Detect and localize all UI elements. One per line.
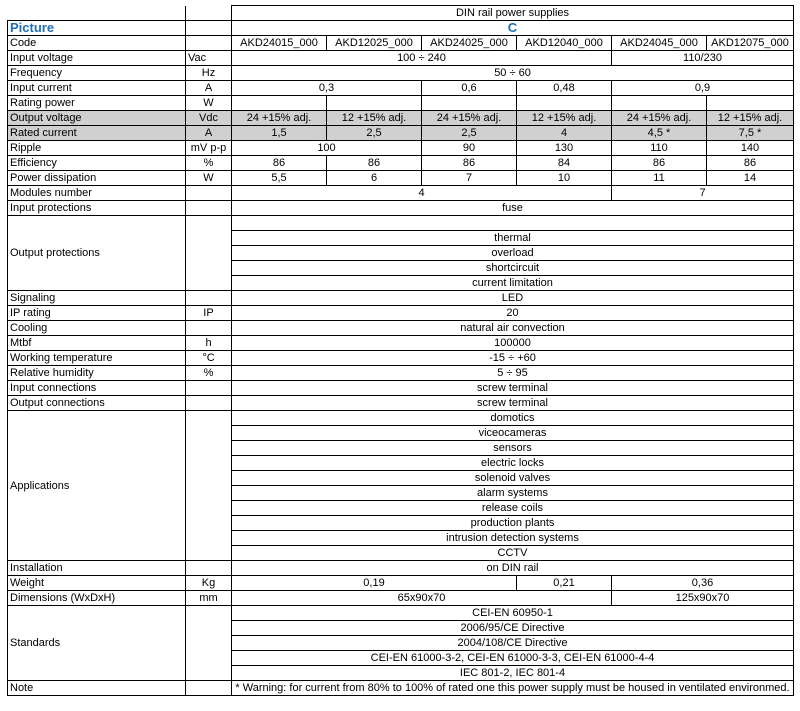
spec-table: [7, 5, 794, 696]
value-cell: 86: [707, 156, 794, 171]
value-cell: viceocameras: [232, 426, 794, 441]
value-cell: alarm systems: [232, 486, 794, 501]
value-cell: electric locks: [232, 456, 794, 471]
value-cell: overload: [232, 246, 794, 261]
value-cell: thermal: [232, 231, 794, 246]
value-cell: fuse: [232, 201, 794, 216]
row-label: Modules number: [8, 186, 186, 201]
input-voltage-row: [8, 51, 794, 66]
value-cell: domotics: [232, 411, 794, 426]
row-label: Applications: [8, 411, 186, 561]
unit-cell: mV p-p: [186, 141, 232, 156]
value-cell: production plants: [232, 516, 794, 531]
code-cell: AKD24045_000: [612, 36, 707, 51]
value-cell: 0,48: [517, 81, 612, 96]
row-label: Note: [8, 681, 186, 696]
row-label: Power dissipation: [8, 171, 186, 186]
value-cell: 0,21: [517, 576, 612, 591]
row-label: Output voltage: [8, 111, 186, 126]
mtbf-row: [8, 336, 794, 351]
value-cell: 24 +15% adj.: [232, 111, 327, 126]
relative-humidity-row: [8, 366, 794, 381]
value-cell: 2,5: [327, 126, 422, 141]
unit-cell: Kg: [186, 576, 232, 591]
signaling-row: [8, 291, 794, 306]
value-cell: 7,5 *: [707, 126, 794, 141]
value-cell: 130: [517, 141, 612, 156]
unit-cell: W: [186, 171, 232, 186]
value-cell: 24 +15% adj.: [612, 111, 707, 126]
applications-row: [8, 411, 794, 426]
code-cell: AKD24025_000: [422, 36, 517, 51]
value-cell: 110: [612, 141, 707, 156]
value-cell: 0,19: [232, 576, 517, 591]
value-cell: 6: [327, 171, 422, 186]
unit-cell: °C: [186, 351, 232, 366]
picture-label: Picture: [8, 21, 186, 36]
unit-cell: mm: [186, 591, 232, 606]
value-cell: current limitation: [232, 276, 794, 291]
value-cell: 65x90x70: [232, 591, 612, 606]
dimensions-row: [8, 591, 794, 606]
row-label: Installation: [8, 561, 186, 576]
value-cell: shortcircuit: [232, 261, 794, 276]
rating-power-row: [8, 96, 794, 111]
value-cell: 5 ÷ 95: [232, 366, 794, 381]
value-cell: 1,5: [232, 126, 327, 141]
value-cell: solenoid valves: [232, 471, 794, 486]
row-label: Mtbf: [8, 336, 186, 351]
row-label: Dimensions (WxDxH): [8, 591, 186, 606]
value-cell: 12 +15% adj.: [517, 111, 612, 126]
row-label: Output connections: [8, 396, 186, 411]
picture-row: [8, 21, 794, 36]
modules-row: [8, 186, 794, 201]
row-label: Code: [8, 36, 186, 51]
value-cell: 24 +15% adj.: [422, 111, 517, 126]
row-label: Rated current: [8, 126, 186, 141]
row-label: Working temperature: [8, 351, 186, 366]
value-cell: 100000: [232, 336, 794, 351]
row-label: Efficiency: [8, 156, 186, 171]
installation-row: [8, 561, 794, 576]
value-cell: 50 ÷ 60: [232, 66, 794, 81]
row-label: Output protections: [8, 216, 186, 291]
value-cell: 2006/95/CE Directive: [232, 621, 794, 636]
value-cell: 12 +15% adj.: [327, 111, 422, 126]
note-text: * Warning: for current from 80% to 100% of rated one this power supply must be housed in ventilated environmed.: [232, 681, 794, 696]
value-cell: on DIN rail: [232, 561, 794, 576]
value-cell: 86: [232, 156, 327, 171]
code-row: [8, 36, 794, 51]
value-cell: CCTV: [232, 546, 794, 561]
standards-row: [8, 606, 794, 621]
note-row: [8, 681, 794, 696]
family-title: DIN rail power supplies: [232, 6, 794, 21]
weight-row: [8, 576, 794, 591]
rated-current-row: [8, 126, 794, 141]
cooling-row: [8, 321, 794, 336]
working-temperature-row: [8, 351, 794, 366]
row-label: Input protections: [8, 201, 186, 216]
value-cell: 11: [612, 171, 707, 186]
value-cell: 100 ÷ 240: [232, 51, 612, 66]
output-voltage-row: [8, 111, 794, 126]
input-protections-row: [8, 201, 794, 216]
value-cell: IEC 801-2, IEC 801-4: [232, 666, 794, 681]
code-cell: AKD12025_000: [327, 36, 422, 51]
value-cell: 0,3: [232, 81, 422, 96]
unit-cell: W: [186, 96, 232, 111]
value-cell: 20: [232, 306, 794, 321]
value-cell: CEI-EN 61000-3-2, CEI-EN 61000-3-3, CEI-EN 61000-4-4: [232, 651, 794, 666]
row-label: Weight: [8, 576, 186, 591]
value-cell: screw terminal: [232, 396, 794, 411]
unit-cell: %: [186, 366, 232, 381]
ip-rating-row: [8, 306, 794, 321]
unit-cell: Vac: [186, 51, 232, 66]
efficiency-row: [8, 156, 794, 171]
value-cell: 12 +15% adj.: [707, 111, 794, 126]
value-cell: 84: [517, 156, 612, 171]
output-protections-row: [8, 216, 794, 231]
code-cell: AKD24015_000: [232, 36, 327, 51]
value-cell: 14: [707, 171, 794, 186]
value-cell: 110/230: [612, 51, 794, 66]
value-cell: 90: [422, 141, 517, 156]
row-label: Input current: [8, 81, 186, 96]
row-label: Rating power: [8, 96, 186, 111]
value-cell: 7: [422, 171, 517, 186]
row-label: Input connections: [8, 381, 186, 396]
row-label: IP rating: [8, 306, 186, 321]
value-cell: 2,5: [422, 126, 517, 141]
row-label: Frequency: [8, 66, 186, 81]
value-cell: 0,9: [612, 81, 794, 96]
value-cell: 7: [612, 186, 794, 201]
unit-cell: h: [186, 336, 232, 351]
frequency-row: [8, 66, 794, 81]
value-cell: -15 ÷ +60: [232, 351, 794, 366]
value-cell: natural air convection: [232, 321, 794, 336]
value-cell: sensors: [232, 441, 794, 456]
input-connections-row: [8, 381, 794, 396]
value-cell: intrusion detection systems: [232, 531, 794, 546]
value-cell: 100: [232, 141, 422, 156]
model-letter: C: [232, 21, 794, 36]
value-cell: LED: [232, 291, 794, 306]
value-cell: 86: [612, 156, 707, 171]
row-label: Signaling: [8, 291, 186, 306]
value-cell: 86: [422, 156, 517, 171]
row-label: Ripple: [8, 141, 186, 156]
unit-cell: IP: [186, 306, 232, 321]
code-cell: AKD12075_000: [707, 36, 794, 51]
value-cell: 4: [517, 126, 612, 141]
value-cell: 125x90x70: [612, 591, 794, 606]
output-connections-row: [8, 396, 794, 411]
value-cell: 0,36: [612, 576, 794, 591]
ripple-row: [8, 141, 794, 156]
row-label: Input voltage: [8, 51, 186, 66]
value-cell: 10: [517, 171, 612, 186]
family-row: [8, 6, 794, 21]
value-cell: 86: [327, 156, 422, 171]
unit-cell: A: [186, 81, 232, 96]
power-dissipation-row: [8, 171, 794, 186]
value-cell: 2004/108/CE Directive: [232, 636, 794, 651]
value-cell: 5,5: [232, 171, 327, 186]
row-label: Standards: [8, 606, 186, 681]
unit-cell: Vdc: [186, 111, 232, 126]
value-cell: 140: [707, 141, 794, 156]
input-current-row: [8, 81, 794, 96]
value-cell: 0,6: [422, 81, 517, 96]
unit-cell: %: [186, 156, 232, 171]
value-cell: release coils: [232, 501, 794, 516]
row-label: Relative humidity: [8, 366, 186, 381]
value-cell: 4,5 *: [612, 126, 707, 141]
value-cell: 4: [232, 186, 612, 201]
value-cell: screw terminal: [232, 381, 794, 396]
value-cell: CEI-EN 60950-1: [232, 606, 794, 621]
unit-cell: Hz: [186, 66, 232, 81]
row-label: Cooling: [8, 321, 186, 336]
code-cell: AKD12040_000: [517, 36, 612, 51]
unit-cell: A: [186, 126, 232, 141]
